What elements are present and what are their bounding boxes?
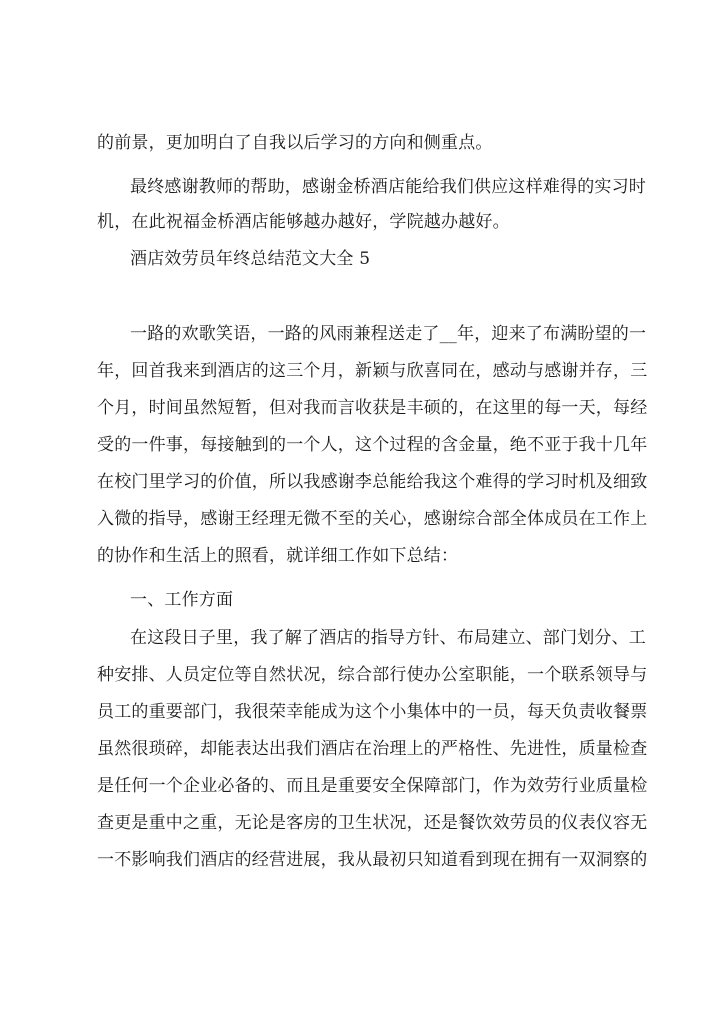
section-heading: 一、工作方面 <box>130 590 234 610</box>
paragraph-line: 机，在此祝福金桥酒店能够越办越好，学院越办越好。 <box>97 212 510 232</box>
paragraph-line: 在这段日子里，我了解了酒店的指导方针、布局建立、部门划分、工 <box>130 628 646 648</box>
paragraph-line: 种安排、人员定位等自然状况，综合部行使办公室职能，一个联系领导与 <box>97 665 648 685</box>
paragraph-line: 的前景，更加明白了自我以后学习的方向和侧重点。 <box>97 133 493 153</box>
paragraph-line: 个月，时间虽然短暂，但对我而言收获是丰硕的，在这里的每一天，每经 <box>97 398 648 418</box>
paragraph-line: 一不影响我们酒店的经营进展，我从最初只知道看到现在拥有一双洞察的 <box>97 850 648 870</box>
paragraph-line: 虽然很琐碎，却能表达出我们酒店在治理上的严格性、先进性，质量检查 <box>97 739 648 759</box>
paragraph-line: 的协作和生活上的照看，就详细工作如下总结： <box>97 546 459 566</box>
paragraph-line: 员工的重要部门，我很荣幸能成为这个小集体中的一员，每天负责收餐票 <box>97 702 648 722</box>
paragraph-line: 入微的指导，感谢王经理无微不至的关心，感谢综合部全体成员在工作上 <box>97 509 648 529</box>
paragraph-line: 是任何一个企业必备的、而且是重要安全保障部门，作为效劳行业质量检 <box>97 776 648 796</box>
paragraph-line: 一路的欢歌笑语，一路的风雨兼程送走了__年，迎来了布满盼望的一 <box>130 324 647 344</box>
section-title: 酒店效劳员年终总结范文大全 5 <box>130 249 371 269</box>
paragraph-line: 受的一件事，每接触到的一个人，这个过程的含金量，绝不亚于我十几年 <box>97 435 648 455</box>
paragraph-line: 年，回首我来到酒店的这三个月，新颖与欣喜同在，感动与感谢并存，三 <box>97 361 648 381</box>
paragraph-line: 在校门里学习的价值，所以我感谢李总能给我这个难得的学习时机及细致 <box>97 472 648 492</box>
paragraph-line: 查更是重中之重，无论是客房的卫生状况，还是餐饮效劳员的仪表仪容无 <box>97 813 648 833</box>
paragraph-line: 最终感谢教师的帮助，感谢金桥酒店能给我们供应这样难得的实习时 <box>130 177 646 197</box>
